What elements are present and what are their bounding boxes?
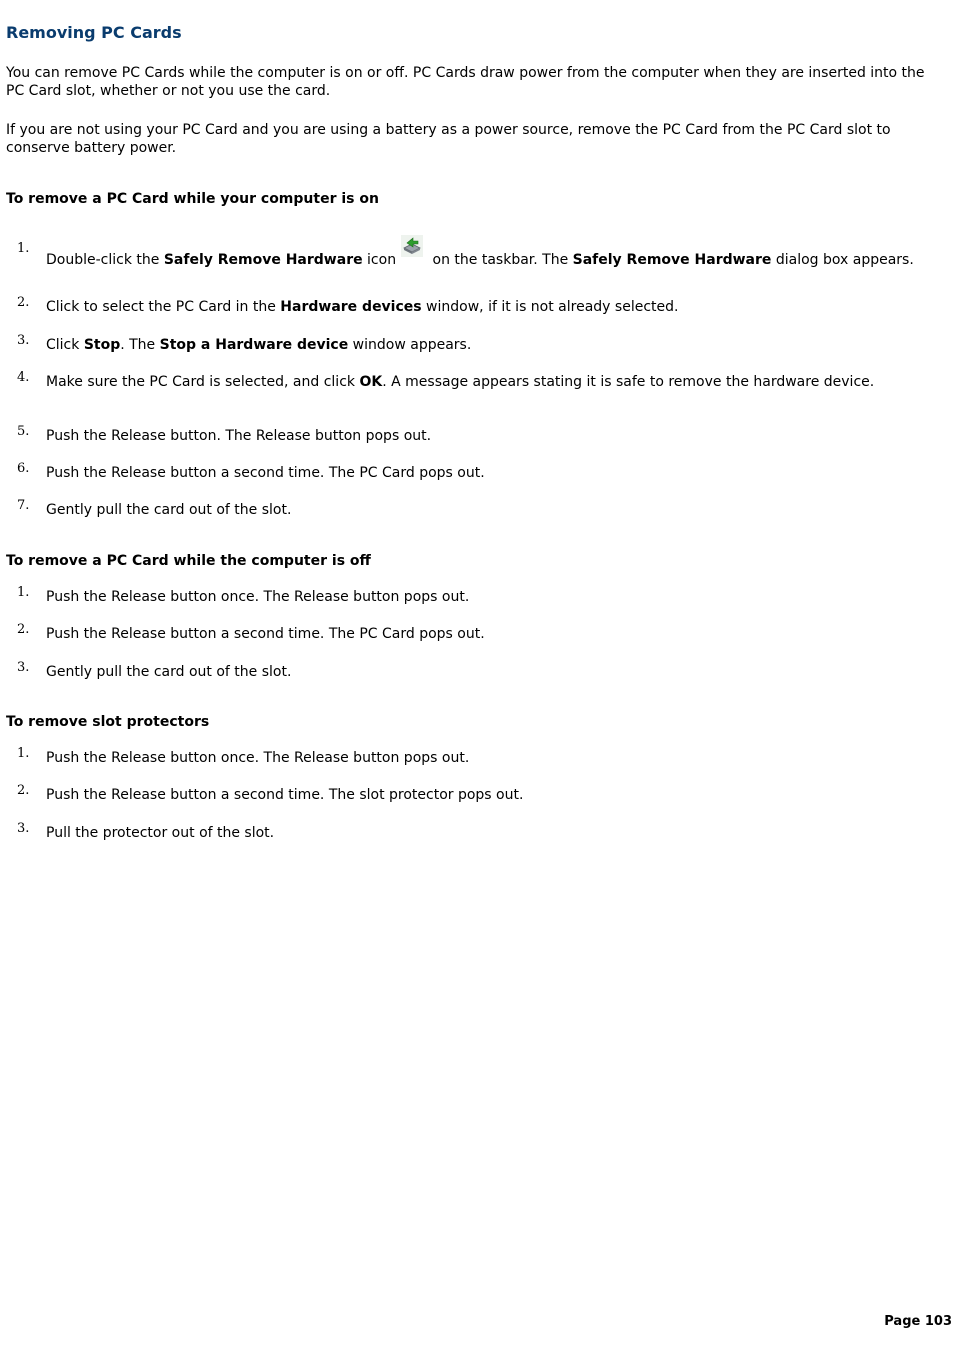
- step-text: Pull the protector out of the slot.: [46, 825, 275, 841]
- step-text: Push the Release button once. The Release button pops out.: [46, 589, 470, 605]
- step-number: 1.: [17, 585, 30, 600]
- page-title: Removing PC Cards: [6, 23, 182, 42]
- step-text: Push the Release button a second time. The slot protector pops out.: [46, 787, 524, 803]
- step-number: 3.: [17, 821, 30, 836]
- step-text: Push the Release button a second time. The PC Card pops out.: [46, 465, 485, 481]
- step-text: Push the Release button once. The Release button pops out.: [46, 750, 470, 766]
- step-text: Click Stop. The Stop a Hardware device window appears.: [46, 337, 472, 353]
- safely-remove-hardware-icon: [400, 234, 424, 258]
- step-number: 6.: [17, 461, 30, 476]
- step-number: 7.: [17, 498, 30, 513]
- step-text: Gently pull the card out of the slot.: [46, 502, 292, 518]
- step-text: Push the Release button a second time. The PC Card pops out.: [46, 626, 485, 642]
- ui-term: Stop a Hardware device: [159, 337, 349, 353]
- ui-term: Hardware devices: [280, 299, 422, 315]
- step-number: 3.: [17, 660, 30, 675]
- section-heading-slot-protectors: To remove slot protectors: [6, 714, 210, 730]
- step-number: 2.: [17, 622, 30, 637]
- step-number: 1.: [17, 746, 30, 761]
- intro-paragraph-1: You can remove PC Cards while the computer is on or off. PC Cards draw power from the computer when they are inserted into the PC Card slot, whether or not you use the card.: [6, 65, 925, 99]
- ui-term: Stop: [83, 337, 121, 353]
- step-number: 1.: [17, 241, 30, 256]
- intro-paragraph-2: If you are not using your PC Card and you are using a battery as a power source, remove the PC Card from the PC Card slot to conserve battery power.: [6, 122, 891, 156]
- section-heading-computer-on: To remove a PC Card while your computer is on: [6, 191, 379, 207]
- step-text: Double-click the Safely Remove Hardware icon on the taskbar. The Safely Remove Hardware dialog box appears.: [46, 244, 926, 269]
- step-number: 2.: [17, 295, 30, 310]
- ui-term: Safely Remove Hardware: [572, 252, 772, 268]
- ui-term: OK: [359, 374, 383, 390]
- step-text: Click to select the PC Card in the Hardware devices window, if it is not already selected.: [46, 299, 679, 315]
- step-number: 2.: [17, 783, 30, 798]
- step-text: Make sure the PC Card is selected, and click OK. A message appears stating it is safe to remove the hardware device.: [46, 374, 875, 390]
- step-number: 5.: [17, 424, 30, 439]
- step-number: 4.: [17, 370, 30, 385]
- section-heading-computer-off: To remove a PC Card while the computer is off: [6, 553, 371, 569]
- ui-term: Safely Remove Hardware: [163, 252, 363, 268]
- step-text: Push the Release button. The Release button pops out.: [46, 428, 432, 444]
- page-number: Page 103: [884, 1314, 952, 1329]
- step-text: Gently pull the card out of the slot.: [46, 664, 292, 680]
- step-number: 3.: [17, 333, 30, 348]
